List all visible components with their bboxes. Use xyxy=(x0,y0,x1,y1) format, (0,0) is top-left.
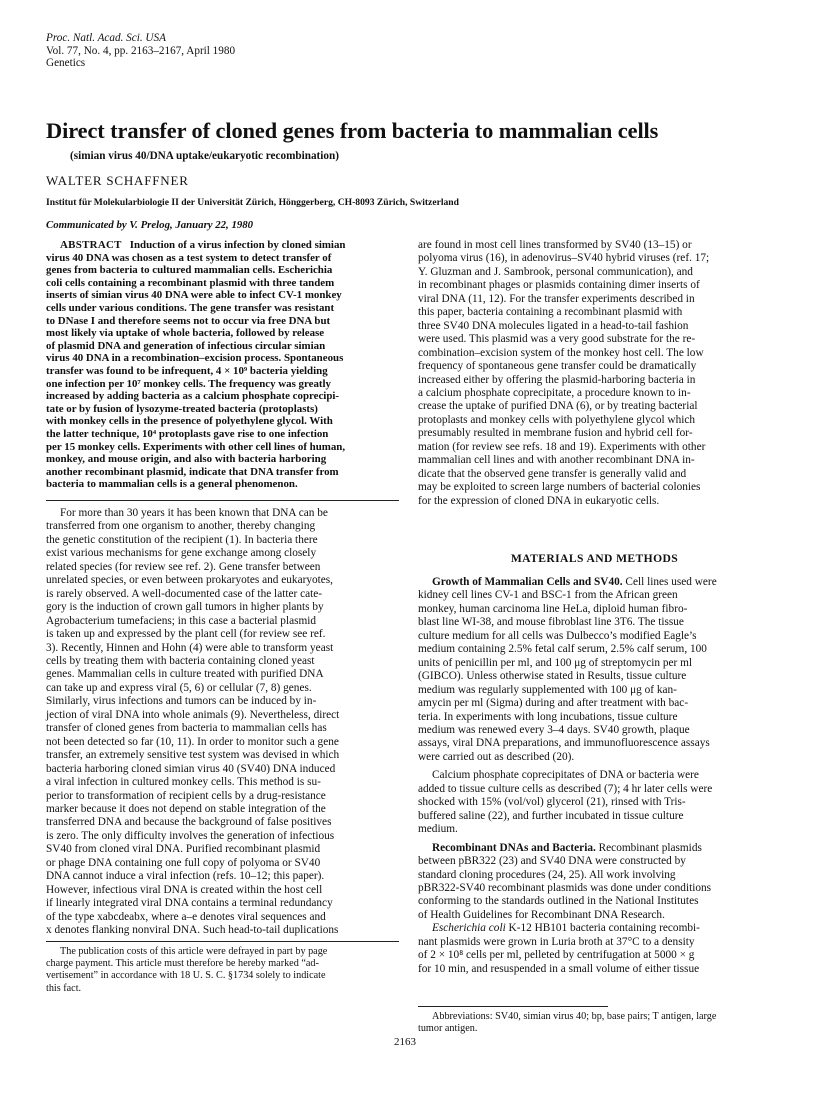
body-line: pBR322-SV40 recombinant plasmids was done under conditions xyxy=(418,881,712,894)
journal-volume: Vol. 77, No. 4, pp. 2163–2167, April 1980 xyxy=(46,44,236,57)
body-line: blast line WI-38, and mouse fibroblast line 3T6. The tissue xyxy=(418,616,684,629)
body-line: medium containing 2.5% fetal calf serum, 2.5% calf serum, 100 xyxy=(418,643,707,656)
body-line: monkey, human carcinoma line HeLa, diploid human fibro- xyxy=(418,602,688,615)
article-author: WALTER SCHAFFNER xyxy=(46,173,189,188)
abstract-rule xyxy=(46,500,399,501)
body-line: perior to transformation of recipient cells by a drug-resistance xyxy=(46,789,326,802)
body-line: Similarly, virus infections and tumors can be induced by in- xyxy=(46,695,317,708)
journal-header xyxy=(46,32,235,70)
article-title: Direct transfer of cloned genes from bacteria to mammalian cells xyxy=(46,118,659,143)
body-line: conforming to the standards outlined in the National Institutes xyxy=(418,895,699,908)
body-line: Cell lines used were xyxy=(622,576,717,588)
left-body xyxy=(46,507,399,938)
abstract-line: the latter technique, 10⁴ protoplasts gave rise to one infection xyxy=(46,427,329,440)
body-line: combination–excision system of the monkey host cell. The low xyxy=(418,346,704,359)
body-line: a viral infection in cultured monkey cells. This method is su- xyxy=(46,776,321,789)
left-column xyxy=(46,239,399,491)
body-line: medium was renewed every 3–4 days. SV40 growth, plaque xyxy=(418,723,690,736)
footnote-line: vertisement” in accordance with 18 U. S. C. §1734 solely to indicate xyxy=(46,970,326,982)
body-line: buffered saline (22), and further incubated in tissue culture xyxy=(418,809,684,822)
body-line: added to tissue culture cells as described (7); 4 hr later cells were xyxy=(418,782,713,795)
body-line: not been detected so far (10, 11). In order to monitor such a gene xyxy=(46,735,339,748)
body-line: mammalian cell lines and with another recombinant DNA in- xyxy=(418,454,695,467)
body-line: presumably resulted in membrane fusion and hybrid cell for- xyxy=(418,427,693,440)
abstract-line: tate or by fusion of lysozyme-treated bacteria (protoplasts) xyxy=(46,402,318,415)
body-line: transfer of cloned genes from bacteria to mammalian cells has xyxy=(46,722,327,735)
abstract-line: per 15 monkey cells. Experiments with other cell lines of human, xyxy=(46,440,346,453)
body-line: For more than 30 years it has been known that DNA can be xyxy=(60,507,328,519)
footnote-rule-right xyxy=(418,1006,608,1007)
abstract-line: virus 40 DNA was chosen as a test system to detect transfer of xyxy=(46,251,332,264)
body-line: shocked with 15% (vol/vol) glycerol (21), rinsed with Tris- xyxy=(418,796,686,809)
body-line: cells by treating them with bacteria containing cloned yeast xyxy=(46,654,315,667)
body-line: increased either by offering the plasmid-harboring bacteria in xyxy=(418,373,696,386)
abstract-line: bacteria to mammalian cells is a general phenomenon. xyxy=(46,478,298,491)
abstract xyxy=(46,239,399,491)
body-line: is zero. The only difficulty involves the generation of infectious xyxy=(46,829,335,842)
paragraph-first-line xyxy=(418,842,771,855)
footnote-rule-left xyxy=(46,941,399,942)
body-line: transferred from one organism to another, thereby changing xyxy=(46,520,316,533)
recombinant-section-title: Recombinant DNAs and Bacteria. xyxy=(432,841,596,854)
abstract-line: one infection per 10⁷ monkey cells. The frequency was greatly xyxy=(46,377,331,390)
abstract-first-line xyxy=(46,239,399,252)
body-line: viral DNA (11, 12). For the transfer experiments described in xyxy=(418,292,695,305)
body-line: amycin per ml (Sigma) during and after treatment with bac- xyxy=(418,697,689,710)
body-line: Agrobacterium tumefaciens; in this case a bacterial plasmid xyxy=(46,614,317,627)
paragraph-first-line xyxy=(418,576,771,589)
abstract-line: to DNase I and therefore seems not to occur via free DNA but xyxy=(46,314,331,327)
author-affiliation: Institut für Molekularbiologie II der Universität Zürich, Hönggerberg, CH-8093 Zürich, Switzerland xyxy=(46,197,459,208)
body-line: However, infectious viral DNA is created within the host cell xyxy=(46,883,323,896)
body-line: assays, viral DNA preparations, and immunofluorescence assays xyxy=(418,737,710,750)
body-line: medium. xyxy=(418,823,458,836)
footnote-line: Abbreviations: SV40, simian virus 40; bp, base pairs; T antigen, large xyxy=(432,1011,717,1022)
body-line: transfer, an extremely sensitive test system was devised in which xyxy=(46,749,340,762)
body-line: DNA cannot induce a viral infection (refs. 10–12; this paper). xyxy=(46,870,325,883)
body-line: this paper, bacteria containing a recombinant plasmid with xyxy=(418,306,683,319)
body-line: of 2 × 10⁸ cells per ml, pelleted by centrifugation at 5000 × g xyxy=(418,949,695,962)
body-line: in recombinant phages or plasmids containing dimer inserts of xyxy=(418,279,700,292)
abstract-line: virus 40 DNA in a recombination–excision process. Spontaneous xyxy=(46,352,344,365)
body-line: Y. Gluzman and J. Sambrook, personal communication), and xyxy=(418,265,693,278)
body-line: dicate that the observed gene transfer is generally valid and xyxy=(418,467,687,480)
body-line: can take up and express viral (5, 6) or cellular (7, 8) genes. xyxy=(46,681,312,694)
body-line: medium was regularly supplemented with 100 μg of kan- xyxy=(418,683,677,696)
article-keywords: (simian virus 40/DNA uptake/eukaryotic recombination) xyxy=(70,150,339,162)
footnote-line: this fact. xyxy=(46,982,82,994)
body-line: three SV40 DNA molecules ligated in a head-to-tail fashion xyxy=(418,319,689,332)
body-line: between pBR322 (23) and SV40 DNA were constructed by xyxy=(418,855,686,868)
body-line: crease the uptake of purified DNA (6), or by treating bacterial xyxy=(418,400,698,413)
journal-section: Genetics xyxy=(46,57,86,69)
methods-body xyxy=(418,576,771,976)
body-line: or phage DNA containing one full copy of polyoma or SV40 xyxy=(46,856,321,869)
body-line: jection of viral DNA into whole animals (9). Nevertheless, direct xyxy=(46,708,340,721)
abstract-line: with monkey cells in the presence of polyethylene glycol. With xyxy=(46,415,333,428)
body-line: if linearly integrated viral DNA contains a terminal redundancy xyxy=(46,897,333,910)
body-line: of Health Guidelines for Recombinant DNA Research. xyxy=(418,908,665,921)
methods-heading-wrap xyxy=(418,552,771,565)
abstract-line: monkey, and mouse origin, and also with bacteria harboring xyxy=(46,453,327,466)
body-line: (GIBCO). Unless otherwise stated in Results, tissue culture xyxy=(418,670,687,683)
body-line: transferred DNA and because the background of false positives xyxy=(46,816,332,829)
body-line: frequency of spontaneous gene transfer could be dramatically xyxy=(418,360,697,373)
body-line: standard cloning procedures (24, 25). All work involving xyxy=(418,868,676,881)
body-line: mation (for review see refs. 18 and 19). Experiments with other xyxy=(418,440,706,453)
body-line: nant plasmids were grown in Luria broth at 37°C to a density xyxy=(418,935,695,948)
abstract-line: Induction of a virus infection by cloned simian xyxy=(129,239,346,251)
body-line: related species (for review see ref. 2). Gene transfer between xyxy=(46,560,321,573)
body-line: units of penicillin per ml, and 100 μg of streptomycin per ml xyxy=(418,656,692,669)
body-line: were used. This plasmid was a very good substrate for the re- xyxy=(418,333,696,346)
abstract-line: another recombinant plasmid, indicate that DNA transfer from xyxy=(46,465,339,478)
body-line: are found in most cell lines transformed by SV40 (13–15) or xyxy=(418,239,692,251)
body-line: bacteria harboring cloned simian virus 40 (SV40) DNA induced xyxy=(46,762,336,775)
footnote-line: charge payment. This article must therefore be hereby marked “ad- xyxy=(46,958,319,970)
body-line: the genetic constitution of the recipient (1). In bacteria there xyxy=(46,533,318,546)
body-line: SV40 from cloned viral DNA. Purified recombinant plasmid xyxy=(46,843,321,856)
communicated-by: Communicated by V. Prelog, January 22, 1980 xyxy=(46,219,254,231)
body-line: were carried out as described (20). xyxy=(418,750,575,763)
publication-cost-footnote xyxy=(46,946,399,995)
footnote-line: The publication costs of this article were defrayed in part by page xyxy=(60,946,328,957)
page-number: 2163 xyxy=(394,1036,416,1048)
abstract-label: ABSTRACT xyxy=(60,239,122,251)
body-line: is taken up and expressed by the plant cell (for review see ref. xyxy=(46,628,326,641)
body-line: 3). Recently, Hinnen and Hohn (4) were able to transform yeast xyxy=(46,641,334,654)
footnote-line: tumor antigen. xyxy=(418,1023,478,1035)
body-line: marker because it does not depend on stable integration of the xyxy=(46,802,326,815)
growth-section-title: Growth of Mammalian Cells and SV40. xyxy=(432,576,623,588)
body-line: teria. In experiments with long incubations, tissue culture xyxy=(418,710,678,723)
methods-heading: MATERIALS AND METHODS xyxy=(510,552,679,565)
abstract-line: cells under various conditions. The gene transfer was resistant xyxy=(46,301,335,314)
body-line: for 10 min, and resuspended in a small volume of either tissue xyxy=(418,962,700,975)
body-line: gory is the induction of crown gall tumors in higher plants by xyxy=(46,601,324,614)
journal-citation: Proc. Natl. Acad. Sci. USA xyxy=(46,32,166,44)
abstract-line: coli cells containing a recombinant plasmid with three tandem xyxy=(46,276,335,289)
body-line: kidney cell lines CV-1 and BSC-1 from the African green xyxy=(418,589,678,602)
body-line: exist various mechanisms for gene exchange among closely xyxy=(46,547,317,560)
body-line: may be exploited to screen large numbers of bacterial colonies xyxy=(418,481,701,494)
abbreviations-footnote xyxy=(418,1011,771,1035)
body-line: a calcium phosphate coprecipitate, a procedure known to in- xyxy=(418,386,691,399)
body-line: genes. Mammalian cells in culture treated with purified DNA xyxy=(46,668,324,681)
body-line: of the type xabcdeabx, where a–e denotes viral sequences and xyxy=(46,910,326,923)
body-line: unrelated species, or even between prokaryotes and eukaryotes, xyxy=(46,574,334,587)
abstract-line: most likely via uptake of whole bacteria, followed by release xyxy=(46,327,325,340)
abstract-line: inserts of simian virus 40 DNA were able to infect CV-1 monkey xyxy=(46,289,342,302)
abstract-line: of plasmid DNA and generation of infectious circular simian xyxy=(46,339,326,352)
body-line: protoplasts and monkey cells with polyethylene glycol which xyxy=(418,413,696,426)
body-line: polyoma virus (16), in adenovirus–SV40 hybrid viruses (ref. 17; xyxy=(418,252,710,265)
body-line: Recombinant plasmids xyxy=(595,841,702,854)
body-line: is rarely observed. A well-documented case of the latter cate- xyxy=(46,587,323,600)
body-line: for the expression of cloned DNA in eukaryotic cells. xyxy=(418,494,660,507)
abstract-line: genes from bacteria to cultured mammalian cells. Escherichia xyxy=(46,264,333,277)
body-line: Escherichia coli K-12 HB101 bacteria containing recombi- xyxy=(432,922,700,935)
body-line: x denotes flanking nonviral DNA. Such head-to-tail duplications xyxy=(46,924,339,937)
abstract-line: transfer was found to be infrequent, 4 × 10⁹ bacteria yielding xyxy=(46,364,328,377)
right-body-intro xyxy=(418,239,771,508)
body-line: Calcium phosphate coprecipitates of DNA or bacteria were xyxy=(432,769,699,782)
body-line: culture medium for all cells was Dulbecco’s modified Eagle’s xyxy=(418,629,697,642)
abstract-line: increased by adding bacteria as a calcium phosphate coprecipi- xyxy=(46,390,340,403)
